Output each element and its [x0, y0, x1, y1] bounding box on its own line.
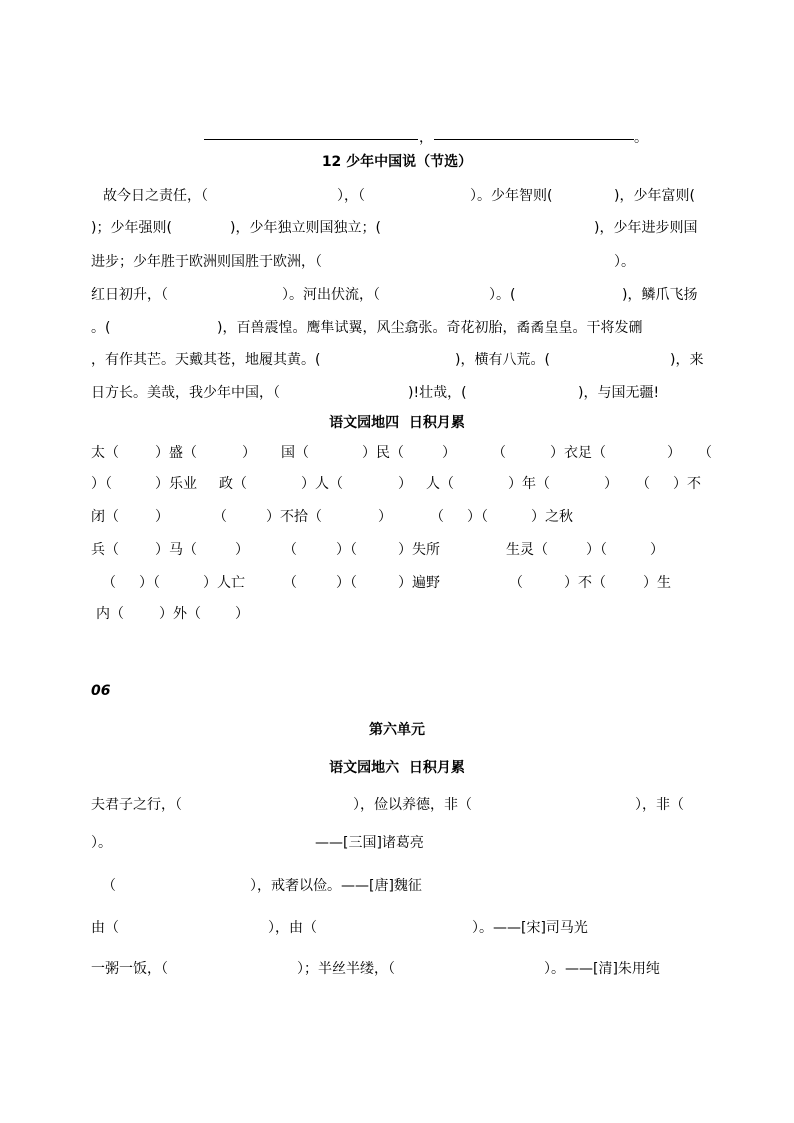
quote-line-2 [0, 833, 794, 861]
quote-line-4 [0, 918, 794, 946]
text-segment: （ [102, 575, 116, 591]
text-segment: )，鳞爪飞扬 [622, 287, 698, 303]
text-segment: （ [509, 575, 523, 591]
text-segment: 红日初升，（ [91, 287, 168, 303]
text-segment: ）不（ [564, 575, 606, 591]
text-segment: 日方长。美哉，我少年中国，（ [91, 385, 280, 401]
text-segment: )；少年强则( [91, 220, 172, 236]
text-segment: ）。( [489, 287, 516, 303]
idiom-row-2 [0, 474, 794, 502]
text-segment: （ [213, 509, 227, 525]
text-segment: )，少年进步则国 [594, 220, 698, 236]
text-segment: )，少年独立则国独立；( [230, 220, 381, 236]
text-segment: ），戒奢以俭。——[唐]魏征 [250, 878, 422, 894]
garden-6-title: 语文园地六 日积月累 [329, 760, 465, 776]
text-segment: ）生 [643, 575, 671, 591]
text-segment: ）不 [673, 476, 701, 492]
quote-attribution: ——[三国]诸葛亮 [315, 835, 424, 851]
text-segment: 政（ [219, 476, 247, 492]
text-segment: ），俭以养德，非（ [353, 797, 472, 813]
text-segment: 由（ [91, 920, 119, 936]
idiom-row-6 [0, 604, 794, 632]
text-segment: 故今日之责任，（ [103, 188, 208, 204]
text-segment: 。( [91, 320, 111, 336]
text-segment: )，与国无疆! [578, 385, 660, 401]
text-segment: 国（ [281, 445, 309, 461]
text-segment: ）衣足（ [550, 445, 606, 461]
idiom-row-4 [0, 540, 794, 568]
text-segment: 内（ [96, 606, 124, 622]
idiom-row-5 [0, 573, 794, 601]
section-12-title: 12 少年中国说（节选） [321, 154, 473, 170]
text-segment: （ [283, 542, 297, 558]
text-segment: （ [102, 878, 116, 894]
text-segment: 一粥一饭，（ [91, 961, 168, 977]
text-segment: ），（ [337, 188, 365, 204]
text-segment: 进步；少年胜于欧洲则国胜于欧洲，（ [91, 254, 322, 270]
text-segment: （ [492, 445, 506, 461]
end-period: 。 [634, 130, 648, 146]
text-segment: ）（ [91, 476, 112, 492]
text-segment: ）（ [336, 575, 357, 591]
text-segment: )，来 [670, 352, 704, 368]
passage-line-4 [0, 285, 794, 313]
text-segment: ）（ [586, 542, 607, 558]
text-segment: ） [378, 509, 392, 525]
text-segment: ）。少年智则( [470, 188, 553, 204]
quote-line-5 [0, 959, 794, 987]
text-segment: ）。 [91, 835, 112, 851]
text-segment: ），由（ [268, 920, 317, 936]
text-segment: ） [442, 445, 456, 461]
text-segment: ）失所 [398, 542, 440, 558]
passage-line-6 [0, 350, 794, 378]
quote-line-1 [0, 795, 794, 823]
text-segment: ）。——[宋]司马光 [472, 920, 588, 936]
text-segment: )，少年富则( [614, 188, 695, 204]
text-segment: ）。 [614, 254, 635, 270]
answer-blank-line [204, 139, 418, 140]
separator-comma: ， [419, 130, 433, 146]
text-segment: 闭（ [91, 509, 119, 525]
text-segment: ） [242, 445, 256, 461]
text-segment: ）民（ [362, 445, 404, 461]
text-segment: ）年（ [508, 476, 550, 492]
text-segment: 人（ [426, 476, 454, 492]
text-segment: ）马（ [155, 542, 197, 558]
passage-line-1 [0, 186, 794, 214]
text-segment: ）人（ [301, 476, 343, 492]
text-segment: ）人亡 [203, 575, 245, 591]
text-segment: ，有作其芒。天戴其苍，地履其黄。( [91, 352, 321, 368]
idiom-row-3 [0, 507, 794, 535]
text-segment: )!壮哉，( [408, 385, 467, 401]
text-segment: （ [698, 445, 712, 461]
text-segment: ） [235, 542, 249, 558]
unit-title: 第六单元 [369, 722, 425, 738]
text-segment: ） [235, 606, 249, 622]
answer-blank-line [434, 139, 634, 140]
text-segment: ）外（ [159, 606, 201, 622]
text-segment: （ [283, 575, 297, 591]
text-segment: ）之秋 [531, 509, 573, 525]
text-segment: ），非（ [635, 797, 684, 813]
passage-line-5 [0, 318, 794, 346]
text-segment: ） [604, 476, 618, 492]
text-segment: ） [650, 542, 664, 558]
text-segment: ） [155, 509, 169, 525]
text-segment: ）。河出伏流，（ [282, 287, 380, 303]
text-segment: 夫君子之行，（ [91, 797, 182, 813]
text-segment: ）不拾（ [266, 509, 322, 525]
passage-line-3 [0, 252, 794, 280]
text-segment: ）乐业 [155, 476, 197, 492]
passage-line-2 [0, 218, 794, 246]
passage-line-7 [0, 383, 794, 411]
text-segment: ）；半丝半缕，（ [297, 961, 395, 977]
text-segment: ） [398, 476, 412, 492]
text-segment: ）（ [467, 509, 488, 525]
text-segment: ）（ [336, 542, 357, 558]
text-segment: ）盛（ [155, 445, 197, 461]
quote-line-3 [0, 876, 794, 904]
text-segment: ） [667, 445, 681, 461]
idiom-row-1 [0, 443, 794, 471]
text-segment: ）。——[清]朱用纯 [544, 961, 660, 977]
text-segment: ）（ [139, 575, 160, 591]
text-segment: （ [430, 509, 444, 525]
text-segment: )，百兽震惶。鹰隼试翼，风尘翕张。奇花初胎，矞矞皇皇。干将发硎 [217, 320, 643, 336]
garden-4-title: 语文园地四 日积月累 [329, 415, 465, 431]
text-segment: )，横有八荒。( [455, 352, 550, 368]
unit-number: 06 [91, 683, 111, 699]
text-segment: 兵（ [91, 542, 119, 558]
text-segment: （ [636, 476, 650, 492]
text-segment: 生灵（ [506, 542, 548, 558]
text-segment: 太（ [91, 445, 119, 461]
text-segment: ）遍野 [398, 575, 440, 591]
